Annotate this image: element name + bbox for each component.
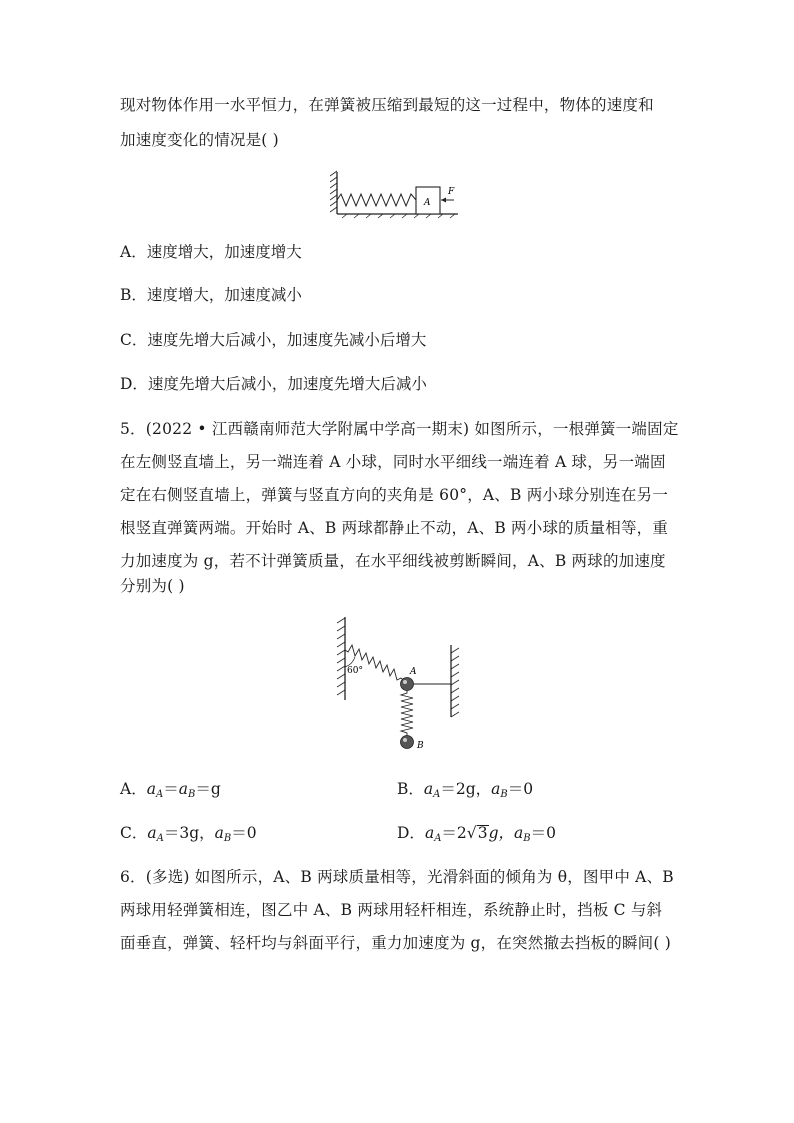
q5-option-a: A．$a_A=a_B=g$ [120, 780, 221, 800]
q5-stem-line-3: 定在右侧竖直墙上，弹簧与竖直方向的夹角是 60°，A、B 两小球分别连在另一 [120, 486, 669, 504]
q5-option-d: D．$a_A=2√3g$，$a_B=0$ [397, 824, 556, 844]
sqrt-symbol: √ [466, 824, 477, 842]
q4-stem-line-1: 现对物体作用一水平恒力，在弹簧被压缩到最短的这一过程中，物体的速度和 [120, 96, 654, 114]
q5-option-b: B．$a_A=2g$，$a_B=0$ [397, 780, 534, 800]
q4-option-c: C．速度先增大后减小，加速度先减小后增大 [120, 331, 427, 349]
force-label: F [448, 187, 455, 197]
q5-stem-line-4: 根竖直弹簧两端。开始时 A、B 两球都静止不动，A、B 两小球的质量相等，重 [120, 519, 669, 537]
q4-stem-line-2: 加速度变化的情况是( ) [120, 131, 279, 149]
two-ball-spring-figure [335, 615, 465, 755]
ball-a [401, 678, 414, 691]
ball-b-label: B [417, 741, 424, 751]
ball-a-label: A [410, 667, 417, 677]
q6-stem-line-3: 面垂直，弹簧、轻杆均与斜面平行，重力加速度为 g，在突然撤去挡板的瞬间( ) [120, 934, 671, 952]
q6-stem-line-2: 两球用轻弹簧相连，图乙中 A、B 两球用轻杆相连，系统静止时，挡板 C 与斜 [120, 901, 663, 919]
q5-stem-line-2: 在左侧竖直墙上，另一端连着 A 小球，同时水平细线一端连着 A 球，另一端固 [120, 453, 666, 471]
ball-b [401, 736, 414, 749]
q5-option-c: C．$a_A=3g$，$a_B=0$ [120, 824, 257, 844]
force-arrow [441, 198, 446, 203]
horizontal-spring [337, 194, 416, 206]
angle-label: 60° [347, 666, 363, 676]
vertical-spring [401, 690, 413, 736]
q5-stem-line-1: 5．(2022 • 江西赣南师范大学附属中学高一期末) 如图所示，一根弹簧一端固定 [120, 420, 679, 438]
q6-stem-line-1: 6．(多选) 如图所示，A、B 两球质量相等，光滑斜面的倾角为 θ，图甲中 A、B [120, 868, 674, 886]
inclined-spring [345, 645, 407, 683]
q4-option-a: A．速度增大，加速度增大 [120, 243, 302, 261]
q4-option-b: B．速度增大，加速度减小 [120, 286, 302, 304]
spring-block-figure [330, 170, 470, 220]
q4-option-d: D．速度先增大后减小，加速度先增大后减小 [120, 375, 427, 393]
q5-stem-line-6: 分别为( ) [120, 577, 185, 595]
q5-stem-line-5: 力加速度为 g，若不计弹簧质量，在水平细线被剪断瞬间，A、B 两球的加速度 [120, 552, 666, 570]
block-label: A [424, 198, 431, 208]
